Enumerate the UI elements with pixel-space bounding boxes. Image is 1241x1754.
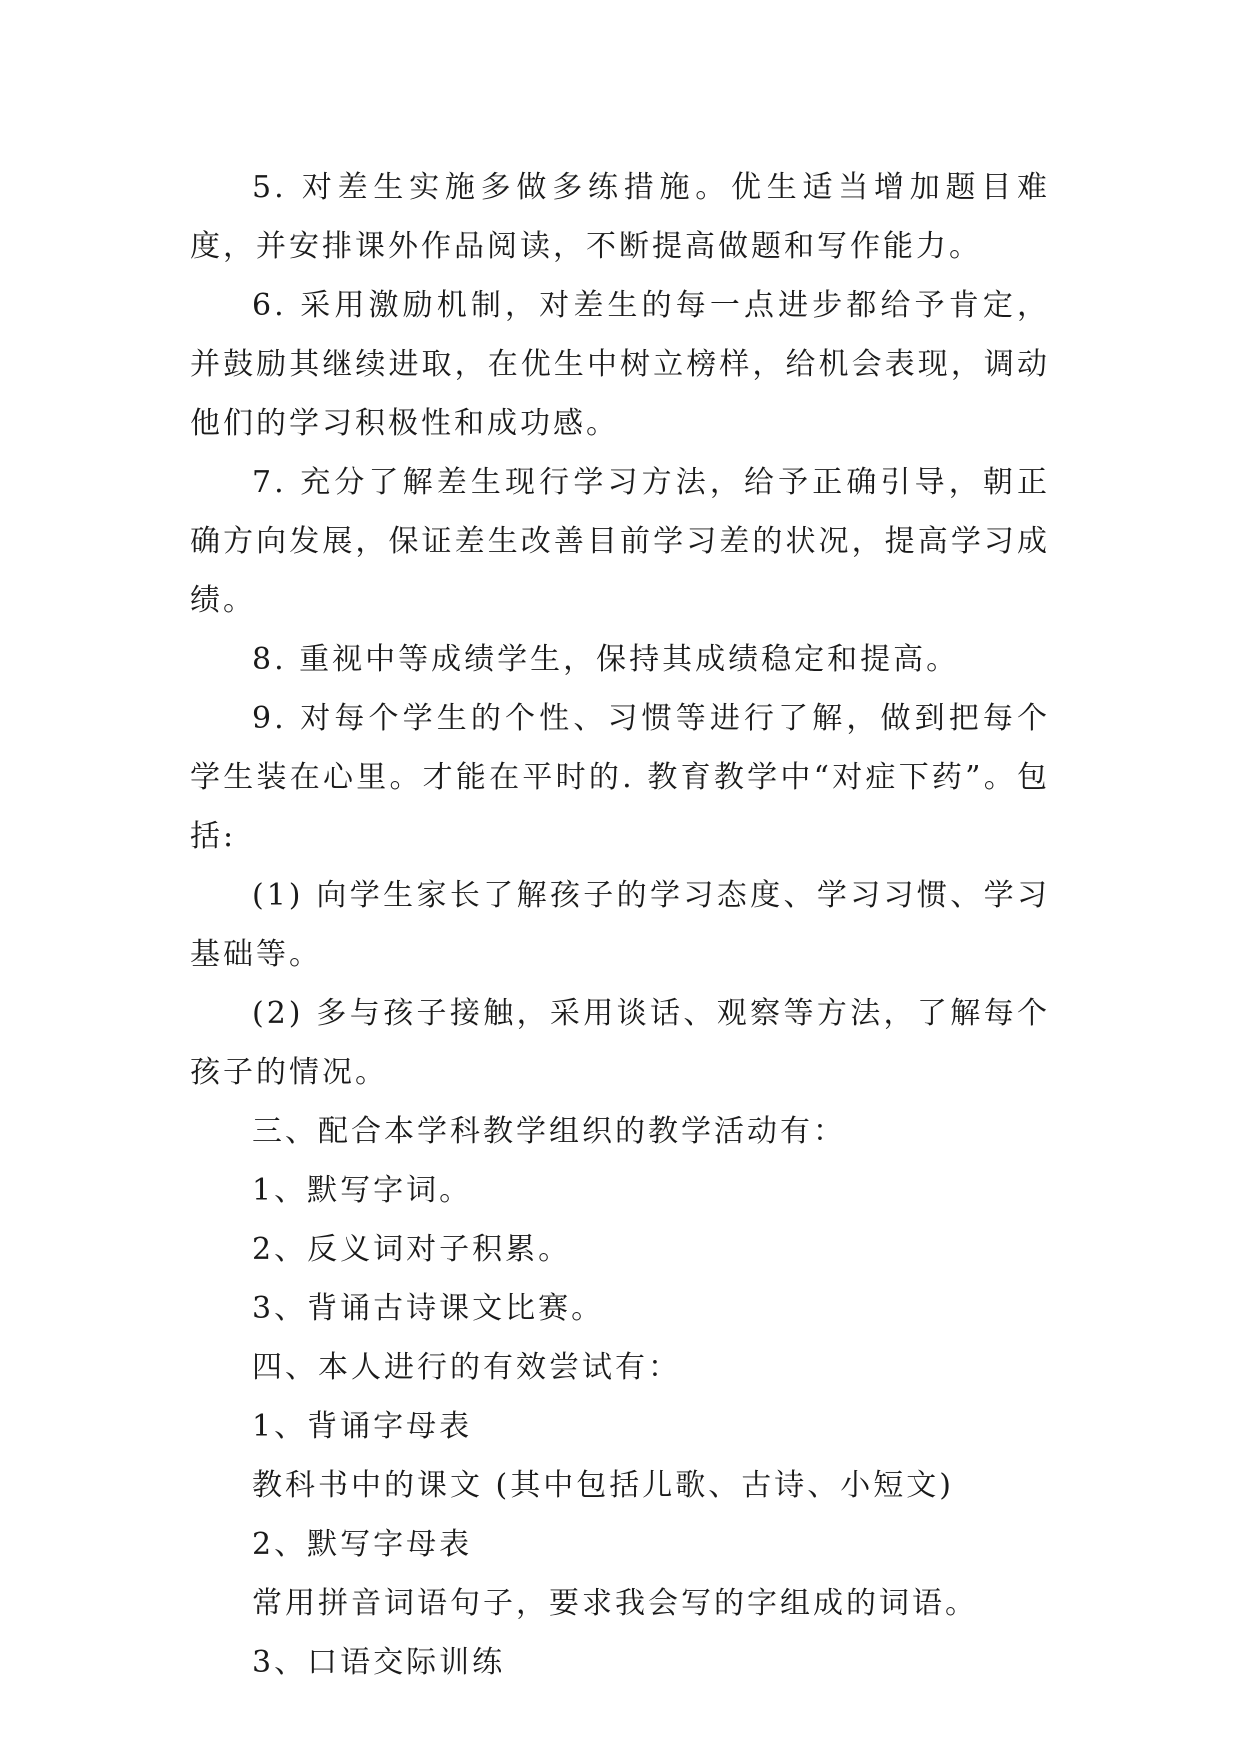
section-heading-4: 四、本人进行的有效尝试有： [252, 1350, 681, 1385]
attempt-item-3: 3、口语交际训练 [252, 1645, 506, 1680]
section-heading-3: 三、配合本学科教学组织的教学活动有： [252, 1114, 846, 1149]
activity-item-2: 2、反义词对子积累。 [252, 1232, 572, 1267]
attempt-item-1-detail: 教科书中的课文 (其中包括儿歌、古诗、小短文) [252, 1468, 954, 1503]
activity-item-1: 1、默写字词。 [252, 1173, 473, 1208]
paragraph-item-5: 5. 对差生实施多做多练措施。优生适当增加题目难度，并安排课外作品阅读，不断提高做题和写作能力。 [190, 170, 1050, 264]
paragraph-item-8: 8. 重视中等成绩学生，保持其成绩稳定和提高。 [252, 642, 960, 677]
attempt-item-1: 1、背诵字母表 [252, 1409, 473, 1444]
paragraph-subitem-1: (1) 向学生家长了解孩子的学习态度、学习习惯、学习基础等。 [190, 878, 1050, 972]
attempt-item-2-detail: 常用拼音词语句子，要求我会写的字组成的词语。 [252, 1586, 978, 1621]
document-body [190, 158, 1050, 1692]
activity-item-3: 3、背诵古诗课文比赛。 [252, 1291, 605, 1326]
paragraph-subitem-2: (2) 多与孩子接触，采用谈话、观察等方法，了解每个孩子的情况。 [190, 996, 1050, 1090]
attempt-item-2: 2、默写字母表 [252, 1527, 473, 1562]
paragraph-item-9: 9. 对每个学生的个性、习惯等进行了解，做到把每个学生装在心里。才能在平时的. 教育教学中“对症下药”。包括: [190, 701, 1050, 854]
paragraph-item-7: 7. 充分了解差生现行学习方法，给予正确引导，朝正确方向发展，保证差生改善目前学习差的状况，提高学习成绩。 [190, 465, 1050, 618]
paragraph-item-6: 6. 采用激励机制，对差生的每一点进步都给予肯定，并鼓励其继续进取，在优生中树立榜样，给机会表现，调动他们的学习积极性和成功感。 [190, 288, 1050, 441]
